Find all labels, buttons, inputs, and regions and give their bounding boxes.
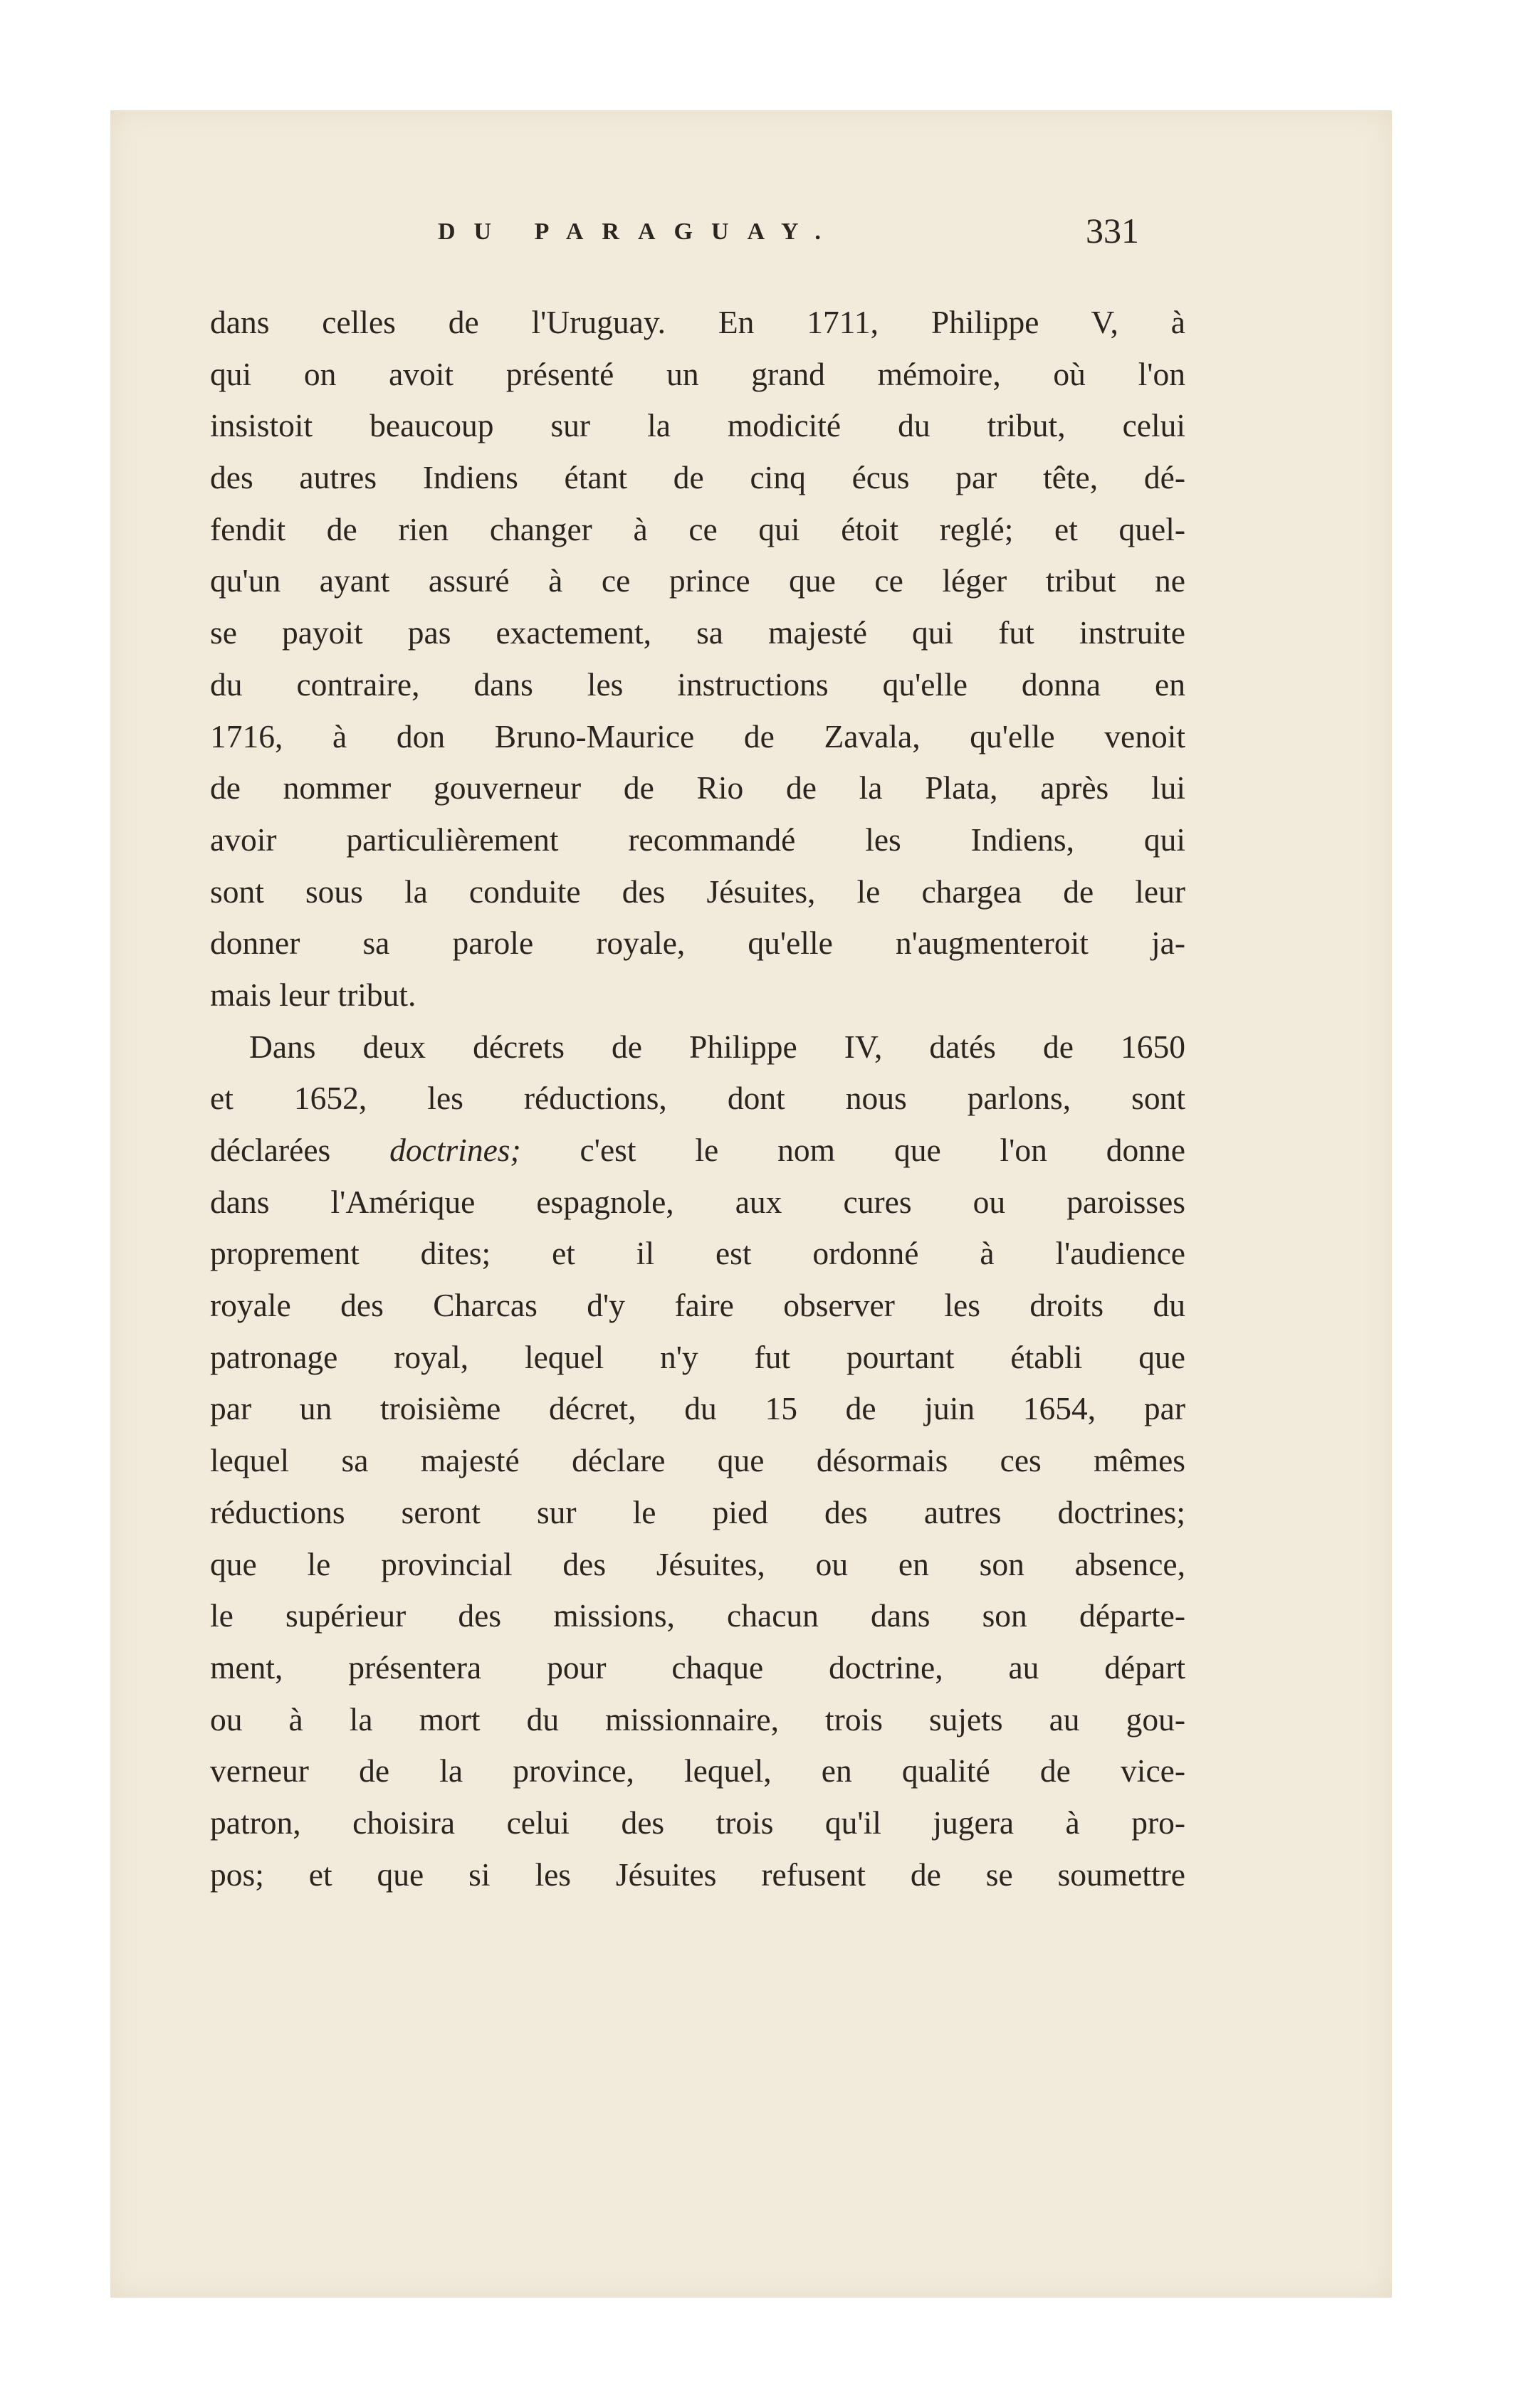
text-line: pos; et que si les Jésuites refusent de se soumettre xyxy=(210,1856,1185,1893)
text-line: qu'un ayant assuré à ce prince que ce léger tribut ne xyxy=(210,562,1185,599)
text-line: réductions seront sur le pied des autres doctrines; xyxy=(210,1493,1185,1530)
text-line: du contraire, dans les instructions qu'elle donna en xyxy=(210,666,1185,703)
text-line: proprement dites; et il est ordonné à l'audience xyxy=(210,1235,1185,1272)
body-text xyxy=(210,297,1185,1900)
text-line: ment, présentera pour chaque doctrine, au départ xyxy=(210,1649,1185,1686)
page-number: 331 xyxy=(1086,211,1139,251)
text-line: sont sous la conduite des Jésuites, le chargea de leur xyxy=(210,873,1185,910)
text-fragment: déclarées xyxy=(210,1132,390,1168)
text-line: par un troisième décret, du 15 de juin 1654, par xyxy=(210,1390,1185,1427)
text-line: donner sa parole royale, qu'elle n'augmenteroit ja- xyxy=(210,925,1185,962)
text-line: avoir particulièrement recommandé les Indiens, qui xyxy=(210,821,1185,858)
paragraph-1 xyxy=(210,297,1185,1021)
text-line: patron, choisira celui des trois qu'il jugera à pro- xyxy=(210,1804,1185,1841)
text-line: le supérieur des missions, chacun dans son départe- xyxy=(210,1597,1185,1634)
text-fragment: c'est le nom que l'on donne xyxy=(520,1132,1185,1168)
text-line: dans celles de l'Uruguay. En 1711, Philippe V, à xyxy=(210,304,1185,340)
text-line: verneur de la province, lequel, en qualité de vice- xyxy=(210,1752,1185,1789)
text-line: des autres Indiens étant de cinq écus par tête, dé- xyxy=(210,459,1185,496)
text-line: ou à la mort du missionnaire, trois sujets au gou- xyxy=(210,1700,1185,1737)
text-line: se payoit pas exactement, sa majesté qui fut instruite xyxy=(210,614,1185,651)
text-line: et 1652, les réductions, dont nous parlons, sont xyxy=(210,1080,1185,1117)
text-line: 1716, à don Bruno-Maurice de Zavala, qu'elle venoit xyxy=(210,717,1185,755)
text-line: insistoit beaucoup sur la modicité du tribut, celui xyxy=(210,407,1185,444)
text-line: Dans deux décrets de Philippe IV, datés de 1650 xyxy=(249,1028,1185,1065)
text-line: qui on avoit présenté un grand mémoire, où l'on xyxy=(210,355,1185,392)
text-line: patronage royal, lequel n'y fut pourtant établi que xyxy=(210,1338,1185,1375)
running-head xyxy=(110,211,1392,268)
text-line: dans l'Amérique espagnole, aux cures ou paroisses xyxy=(210,1183,1185,1220)
text-line: royale des Charcas d'y faire observer les droits du xyxy=(210,1287,1185,1324)
text-line-with-italic xyxy=(210,1125,1185,1177)
paragraph-2 xyxy=(210,1021,1185,1901)
italic-term-doctrines: doctrines; xyxy=(389,1132,521,1168)
text-line: lequel sa majesté déclare que désormais ces mêmes xyxy=(210,1442,1185,1479)
text-line: fendit de rien changer à ce qui étoit reglé; et quel- xyxy=(210,510,1185,547)
text-line: que le provincial des Jésuites, ou en son absence, xyxy=(210,1545,1185,1582)
text-line: de nommer gouverneur de Rio de la Plata, après lui xyxy=(210,769,1185,806)
text-line: mais leur tribut. xyxy=(210,976,416,1013)
book-page xyxy=(110,110,1392,2298)
running-title: DU PARAGUAY. xyxy=(438,219,839,245)
